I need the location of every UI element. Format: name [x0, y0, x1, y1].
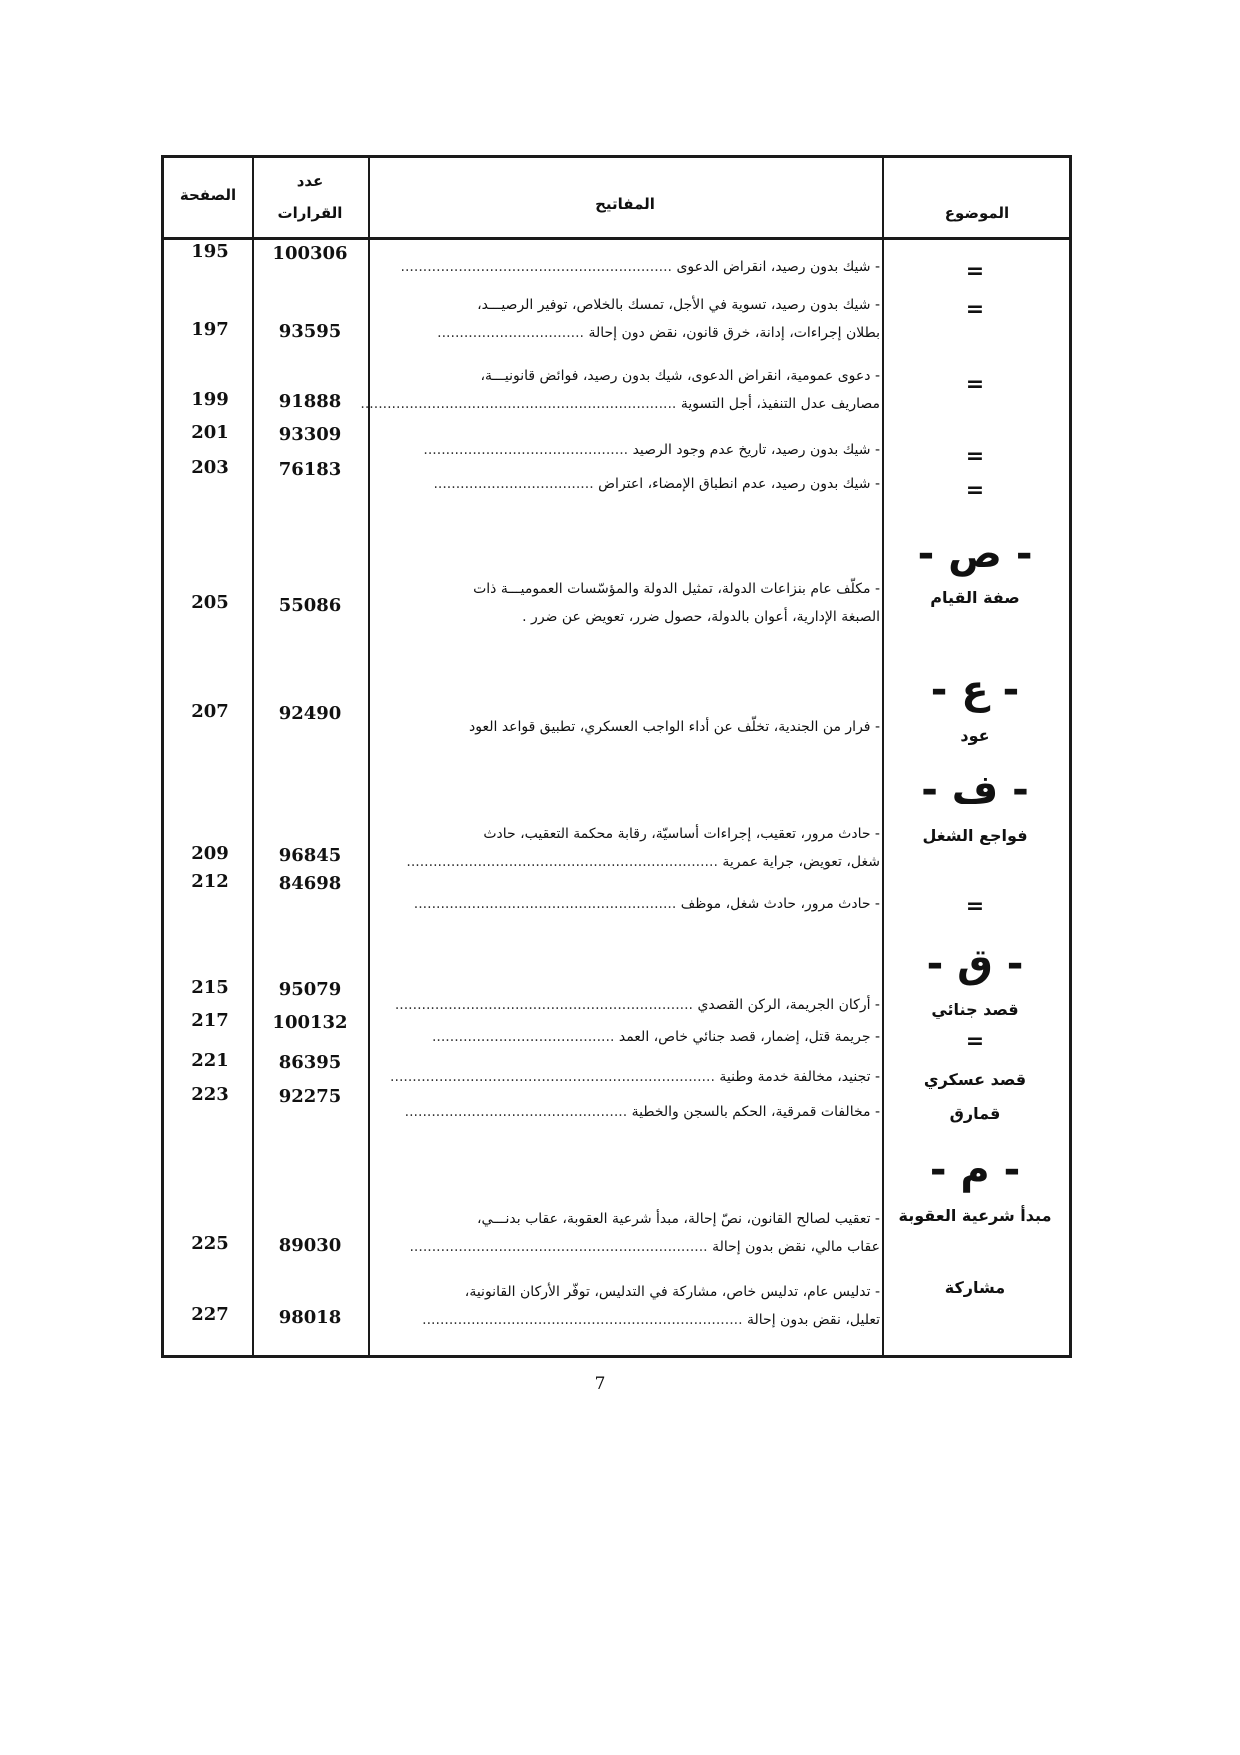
topic-label: فواجع الشغل — [922, 826, 1028, 845]
section-letter: - م - — [929, 1147, 1021, 1193]
keywords-line: - مكلّف عام بنزاعات الدولة، تمثيل الدولة والمؤسّسات العموميـــة ذات — [473, 581, 880, 597]
keywords-line: - مخالفات قمرقية، الحكم بالسجن والخطية .................................................. — [404, 1104, 880, 1120]
keywords-line: - دعوى عمومية، انقراض الدعوى، شيك بدون رصيد، فوائض قانونيـــة، — [480, 368, 880, 384]
keywords-entry — [370, 470, 880, 498]
decision-count-cell: 95079 — [278, 979, 342, 1000]
keywords-entry — [370, 991, 880, 1019]
page-number-cell: 227 — [191, 1304, 229, 1325]
keywords-line: شغل، تعويض، جراية عمرية ...................................................................... — [406, 854, 880, 870]
ditto-mark: = — [965, 259, 985, 284]
page-number: 7 — [594, 1374, 606, 1394]
page-number-cell: 205 — [191, 592, 229, 613]
keywords-entry — [360, 362, 880, 418]
decision-count-cell: 76183 — [278, 459, 342, 480]
decision-count-cell: 93309 — [278, 424, 342, 445]
keywords-line: - جريمة قتل، إضمار، قصد جنائي خاص، العمد ......................................... — [431, 1029, 880, 1045]
section-letter: - ف - — [921, 767, 1029, 813]
page-number-cell: 217 — [191, 1010, 229, 1031]
topic-label: صفة القيام — [930, 588, 1020, 607]
keywords-entry — [370, 253, 880, 281]
keywords-line: - حادث مرور، تعقيب، إجراءات أساسيّة، رقابة محكمة التعقيب، حادث — [483, 826, 880, 842]
keywords-entry — [370, 1063, 880, 1091]
ditto-mark: = — [965, 372, 985, 397]
header-keys: المفاتيح — [595, 195, 655, 213]
ditto-mark: = — [965, 478, 985, 503]
header-count-line2: القرارات — [277, 204, 343, 222]
decision-count-cell: 55086 — [278, 595, 342, 616]
keywords-entry — [370, 291, 880, 347]
keywords-line: - أركان الجريمة، الركن القصدي ................................................................... — [394, 997, 880, 1013]
keywords-entry — [370, 1098, 880, 1126]
page-number-cell: 207 — [191, 701, 229, 722]
decision-count-cell: 100132 — [272, 1012, 348, 1033]
page-number-cell: 225 — [191, 1233, 229, 1254]
keywords-entry — [370, 1023, 880, 1051]
keywords-line: مصاريف عدل التنفيذ، أجل التسوية ....................................................................... — [360, 396, 880, 412]
topic-label: قمارق — [949, 1104, 1001, 1123]
header-topic: الموضوع — [944, 204, 1010, 222]
decision-count-cell: 89030 — [278, 1235, 342, 1256]
page-number-cell: 203 — [191, 457, 229, 478]
decision-count-cell: 84698 — [278, 873, 342, 894]
keywords-entry — [370, 1205, 880, 1261]
keywords-entry — [370, 713, 880, 741]
decision-count-cell: 98018 — [278, 1307, 342, 1328]
decision-count-cell: 92490 — [278, 703, 342, 724]
keywords-line: عقاب مالي، نقض بدون إحالة ................................................................... — [409, 1239, 880, 1255]
keywords-line: - شيك بدون رصيد، تاريخ عدم وجود الرصيد .............................................. — [423, 442, 880, 458]
keywords-entry — [370, 575, 880, 631]
keywords-line: - تجنيد، مخالفة خدمة وطنية ......................................................................... — [390, 1069, 880, 1085]
decision-count-cell: 91888 — [278, 391, 342, 412]
ditto-mark: = — [965, 297, 985, 322]
keywords-line: بطلان إجراءات، إدانة، خرق قانون، نقض دون إحالة ................................. — [437, 325, 880, 341]
page-number-cell: 197 — [191, 319, 229, 340]
keywords-line: الصبغة الإدارية، أعوان بالدولة، حصول ضرر، تعويض عن ضرر . — [522, 609, 880, 625]
topic-label: مشاركة — [944, 1278, 1006, 1297]
topic-label: مبدأ شرعية العقوبة — [898, 1206, 1052, 1225]
keywords-line: - شيك بدون رصيد، تسوية في الأجل، تمسك بالخلاص، توفير الرصيـــد، — [477, 297, 880, 313]
decision-count-cell: 92275 — [278, 1086, 342, 1107]
page-number-cell: 212 — [191, 871, 229, 892]
keywords-entry — [370, 820, 880, 876]
topic-label: قصد عسكري — [923, 1070, 1027, 1089]
keywords-line: - تدليس عام، تدليس خاص، مشاركة في التدليس، توفّر الأركان القانونية، — [464, 1284, 880, 1300]
section-letter: - ق - — [926, 941, 1024, 987]
page-number-cell: 195 — [191, 241, 229, 262]
page-number-cell: 215 — [191, 977, 229, 998]
page-number-cell: 223 — [191, 1084, 229, 1105]
decision-count-cell: 100306 — [272, 243, 348, 264]
decision-count-cell: 86395 — [278, 1052, 342, 1073]
keywords-line: - تعقيب لصالح القانون، نصّ إحالة، مبدأ شرعية العقوبة، عقاب بدنـــي، — [477, 1211, 880, 1227]
section-letter: - ص - — [917, 531, 1033, 577]
page-number-cell: 199 — [191, 389, 229, 410]
page-number-cell: 209 — [191, 843, 229, 864]
topic-label: عود — [960, 726, 990, 745]
page-number-cell: 221 — [191, 1050, 229, 1071]
keywords-line: - حادث مرور، حادث شغل، موظف ........................................................... — [413, 896, 880, 912]
keywords-entry — [370, 890, 880, 918]
keywords-entry — [370, 1278, 880, 1334]
decision-count-cell: 93595 — [278, 321, 342, 342]
keywords-line: - شيك بدون رصيد، عدم انطباق الإمضاء، اعتراض .................................... — [433, 476, 880, 492]
header-divider — [161, 237, 1072, 240]
keywords-line: - فرار من الجندية، تخلّف عن أداء الواجب العسكري، تطبيق قواعد العود — [469, 719, 880, 735]
keywords-line: تعليل، نقض بدون إحالة ........................................................................ — [422, 1312, 880, 1328]
keywords-line: - شيك بدون رصيد، انقراض الدعوى ............................................................. — [400, 259, 880, 275]
section-letter: - ع - — [930, 667, 1020, 713]
ditto-mark: = — [965, 444, 985, 469]
topic-label: قصد جنائي — [931, 1000, 1019, 1019]
keywords-entry — [370, 436, 880, 464]
ditto-mark: = — [965, 1029, 985, 1054]
ditto-mark: = — [965, 894, 985, 919]
column-divider — [252, 155, 254, 1358]
header-count-line1: عدد — [296, 172, 324, 190]
page-number-cell: 201 — [191, 422, 229, 443]
decision-count-cell: 96845 — [278, 845, 342, 866]
header-page: الصفحة — [179, 186, 237, 204]
